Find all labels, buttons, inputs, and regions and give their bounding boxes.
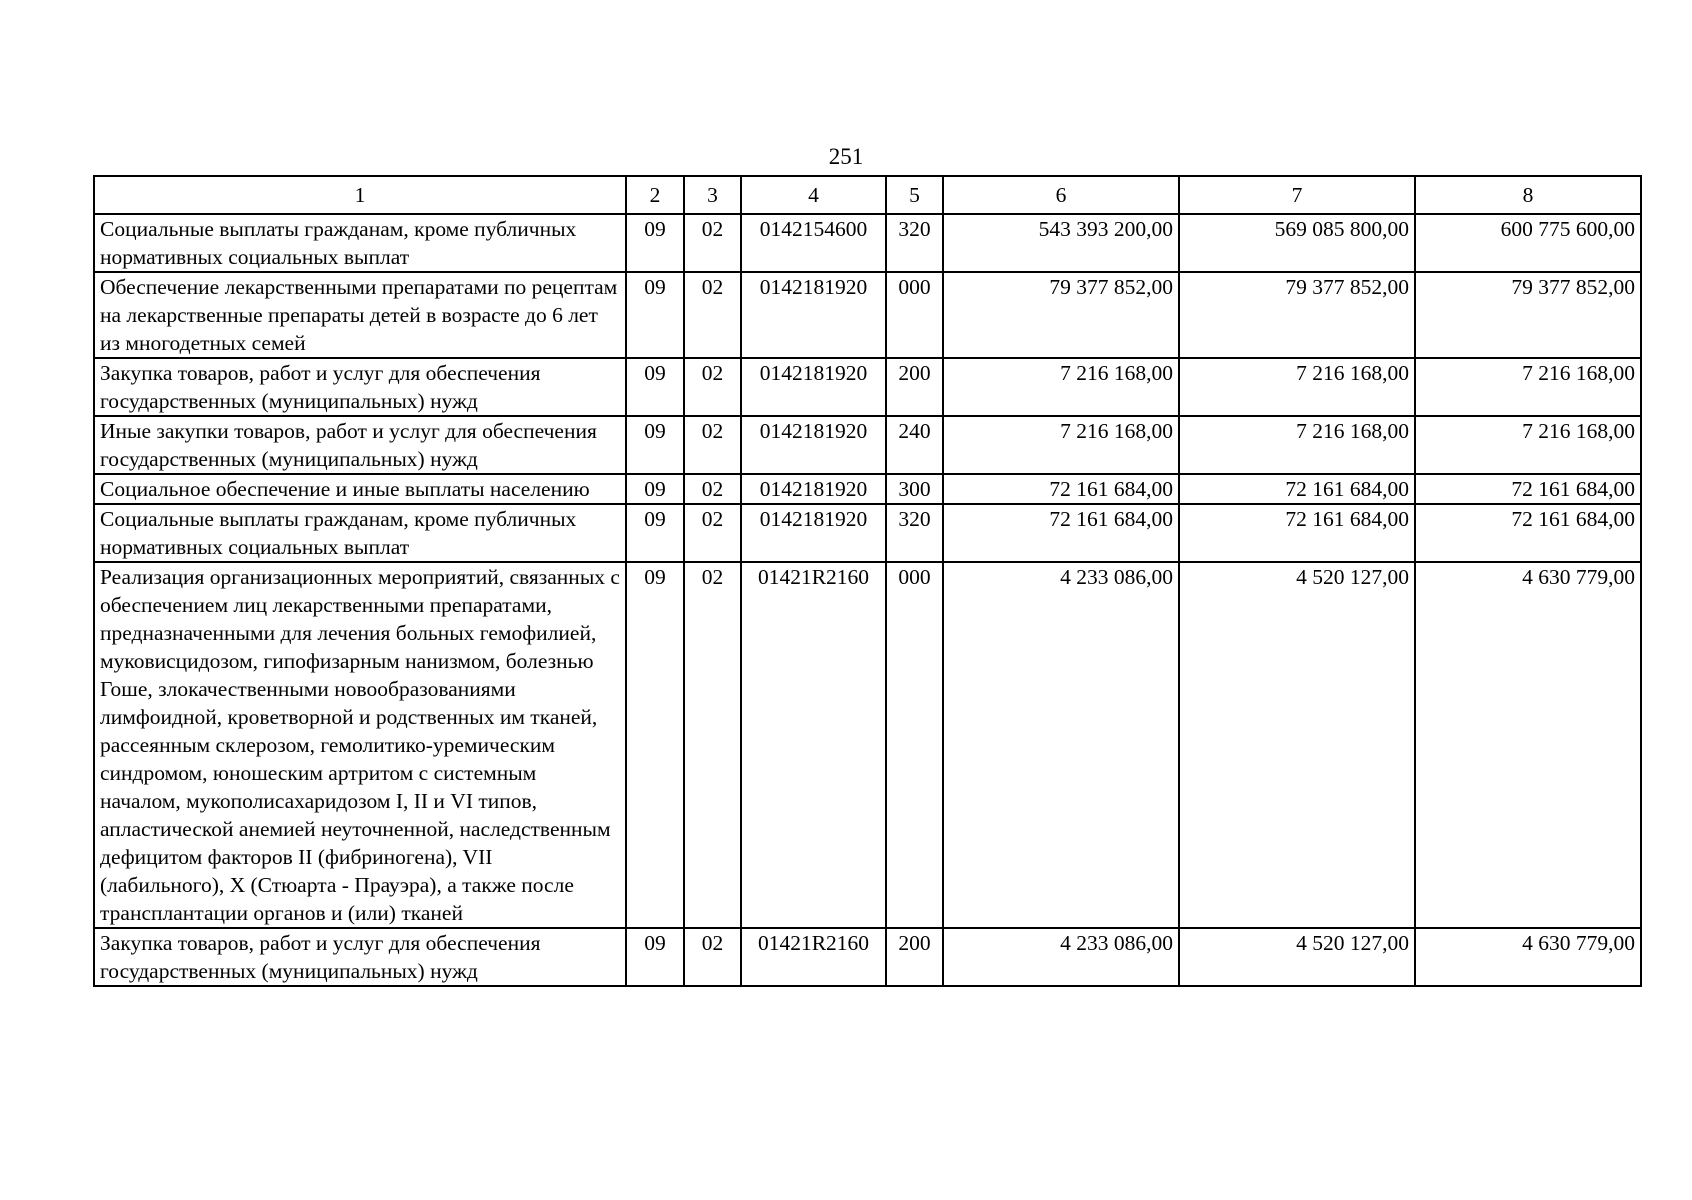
- section-code: 09: [626, 474, 684, 504]
- expense-type-code: 000: [886, 272, 943, 358]
- section-code: 09: [626, 928, 684, 986]
- amount-col-7: 569 085 800,00: [1179, 214, 1415, 272]
- expense-type-code: 200: [886, 358, 943, 416]
- column-header: 2: [626, 176, 684, 214]
- table-row: [94, 214, 1641, 272]
- amount-col-6: 4 233 086,00: [943, 562, 1179, 928]
- table-row: [94, 928, 1641, 986]
- row-name: Реализация организационных мероприятий, связанных с обеспечением лиц лекарственными препаратами, предназначенными для лечения больных гемофилией, муковисцидозом, гипофизарным нанизмом, болезнью Гоше, злокачественными новообразованиями лимфоидной, кроветворной и родственных им тканей, рассеянным склерозом, гемолитико-уремическим синдромом, юношеским артритом с системным началом, мукополисахаридозом I, II и VI типов, апластической анемией неуточненной, наследственным дефицитом факторов II (фибриногена), VII (лабильного), X (Стюарта - Прауэра), а также после трансплантации органов и (или) тканей: [94, 562, 626, 928]
- amount-col-7: 4 520 127,00: [1179, 562, 1415, 928]
- column-header: 7: [1179, 176, 1415, 214]
- expense-type-code: 240: [886, 416, 943, 474]
- table-row: [94, 474, 1641, 504]
- amount-col-6: 72 161 684,00: [943, 474, 1179, 504]
- column-header: 6: [943, 176, 1179, 214]
- target-article-code: 0142181920: [741, 474, 886, 504]
- column-header: 4: [741, 176, 886, 214]
- amount-col-7: 72 161 684,00: [1179, 504, 1415, 562]
- amount-col-6: 72 161 684,00: [943, 504, 1179, 562]
- row-name: Иные закупки товаров, работ и услуг для обеспечения государственных (муниципальных) нужд: [94, 416, 626, 474]
- amount-col-6: 543 393 200,00: [943, 214, 1179, 272]
- amount-col-6: 4 233 086,00: [943, 928, 1179, 986]
- amount-col-7: 72 161 684,00: [1179, 474, 1415, 504]
- column-header: 8: [1415, 176, 1641, 214]
- subsection-code: 02: [684, 272, 741, 358]
- row-name: Обеспечение лекарственными препаратами по рецептам на лекарственные препараты детей в возрасте до 6 лет из многодетных семей: [94, 272, 626, 358]
- target-article-code: 0142181920: [741, 416, 886, 474]
- expense-type-code: 200: [886, 928, 943, 986]
- table-row: [94, 504, 1641, 562]
- subsection-code: 02: [684, 358, 741, 416]
- amount-col-8: 7 216 168,00: [1415, 358, 1641, 416]
- budget-table: [93, 175, 1642, 987]
- amount-col-8: 4 630 779,00: [1415, 928, 1641, 986]
- page-number: 251: [828, 144, 864, 169]
- subsection-code: 02: [684, 214, 741, 272]
- table-header-row: [94, 176, 1641, 214]
- amount-col-8: 79 377 852,00: [1415, 272, 1641, 358]
- target-article-code: 0142154600: [741, 214, 886, 272]
- amount-col-6: 79 377 852,00: [943, 272, 1179, 358]
- section-code: 09: [626, 272, 684, 358]
- amount-col-6: 7 216 168,00: [943, 358, 1179, 416]
- table-row: [94, 358, 1641, 416]
- column-header: 1: [94, 176, 626, 214]
- row-name: Закупка товаров, работ и услуг для обеспечения государственных (муниципальных) нужд: [94, 928, 626, 986]
- row-name: Социальные выплаты гражданам, кроме публичных нормативных социальных выплат: [94, 214, 626, 272]
- subsection-code: 02: [684, 562, 741, 928]
- subsection-code: 02: [684, 928, 741, 986]
- amount-col-6: 7 216 168,00: [943, 416, 1179, 474]
- section-code: 09: [626, 504, 684, 562]
- expense-type-code: 000: [886, 562, 943, 928]
- column-header: 3: [684, 176, 741, 214]
- amount-col-8: 72 161 684,00: [1415, 504, 1641, 562]
- section-code: 09: [626, 214, 684, 272]
- amount-col-8: 4 630 779,00: [1415, 562, 1641, 928]
- amount-col-8: 7 216 168,00: [1415, 416, 1641, 474]
- amount-col-7: 7 216 168,00: [1179, 416, 1415, 474]
- amount-col-7: 79 377 852,00: [1179, 272, 1415, 358]
- table-row: [94, 416, 1641, 474]
- row-name: Социальные выплаты гражданам, кроме публичных нормативных социальных выплат: [94, 504, 626, 562]
- expense-type-code: 300: [886, 474, 943, 504]
- expense-type-code: 320: [886, 214, 943, 272]
- column-header: 5: [886, 176, 943, 214]
- amount-col-8: 72 161 684,00: [1415, 474, 1641, 504]
- table-row: [94, 562, 1641, 928]
- amount-col-7: 4 520 127,00: [1179, 928, 1415, 986]
- section-code: 09: [626, 358, 684, 416]
- row-name: Закупка товаров, работ и услуг для обеспечения государственных (муниципальных) нужд: [94, 358, 626, 416]
- target-article-code: 0142181920: [741, 358, 886, 416]
- table-row: [94, 272, 1641, 358]
- expense-type-code: 320: [886, 504, 943, 562]
- target-article-code: 01421R2160: [741, 928, 886, 986]
- amount-col-8: 600 775 600,00: [1415, 214, 1641, 272]
- amount-col-7: 7 216 168,00: [1179, 358, 1415, 416]
- subsection-code: 02: [684, 474, 741, 504]
- section-code: 09: [626, 416, 684, 474]
- target-article-code: 0142181920: [741, 272, 886, 358]
- target-article-code: 01421R2160: [741, 562, 886, 928]
- section-code: 09: [626, 562, 684, 928]
- subsection-code: 02: [684, 416, 741, 474]
- subsection-code: 02: [684, 504, 741, 562]
- target-article-code: 0142181920: [741, 504, 886, 562]
- row-name: Социальное обеспечение и иные выплаты населению: [94, 474, 626, 504]
